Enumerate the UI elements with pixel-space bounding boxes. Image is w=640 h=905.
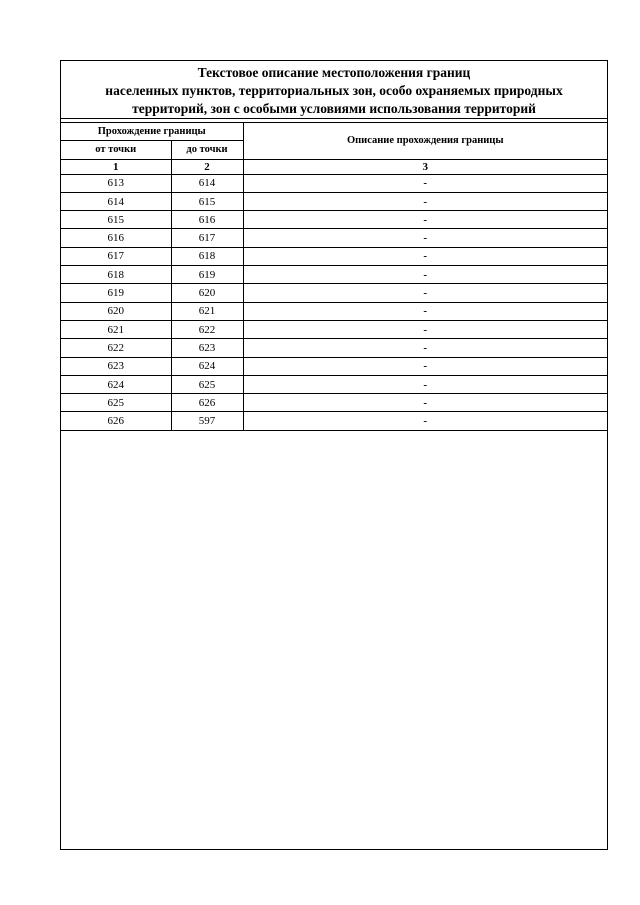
cell-from-point: 623 [61, 357, 171, 375]
table-row [61, 284, 607, 302]
table-row [61, 357, 607, 375]
table-row [61, 192, 607, 210]
cell-from-point: 626 [61, 412, 171, 430]
cell-description: - [243, 192, 607, 210]
cell-to-point: 626 [171, 394, 243, 412]
cell-to-point: 618 [171, 247, 243, 265]
cell-to-point: 620 [171, 284, 243, 302]
header-boundary-passage: Прохождение границы [61, 123, 243, 141]
header-description: Описание прохождения границы [243, 123, 607, 160]
cell-from-point: 619 [61, 284, 171, 302]
table-body [61, 174, 607, 430]
table-row [61, 375, 607, 393]
title-line-2: населенных пунктов, территориальных зон, особо охраняемых природных [105, 83, 563, 98]
column-number-3: 3 [243, 159, 607, 174]
table-row [61, 229, 607, 247]
cell-from-point: 615 [61, 211, 171, 229]
cell-description: - [243, 211, 607, 229]
cell-to-point: 619 [171, 266, 243, 284]
title-line-3: территорий, зон с особыми условиями использования территорий [132, 101, 536, 116]
column-number-1: 1 [61, 159, 171, 174]
title-line-1: Текстовое описание местоположения границ [197, 65, 471, 80]
cell-to-point: 625 [171, 375, 243, 393]
cell-from-point: 620 [61, 302, 171, 320]
cell-description: - [243, 284, 607, 302]
cell-to-point: 614 [171, 174, 243, 192]
table-row [61, 394, 607, 412]
cell-from-point: 621 [61, 320, 171, 338]
cell-from-point: 614 [61, 192, 171, 210]
cell-to-point: 617 [171, 229, 243, 247]
table-row [61, 320, 607, 338]
document-title [61, 61, 607, 119]
cell-to-point: 623 [171, 339, 243, 357]
cell-to-point: 624 [171, 357, 243, 375]
header-to-point: до точки [171, 141, 243, 159]
cell-description: - [243, 394, 607, 412]
cell-description: - [243, 247, 607, 265]
cell-from-point: 616 [61, 229, 171, 247]
cell-description: - [243, 357, 607, 375]
table-row [61, 174, 607, 192]
cell-to-point: 622 [171, 320, 243, 338]
table-row [61, 339, 607, 357]
cell-description: - [243, 339, 607, 357]
cell-description: - [243, 302, 607, 320]
page-frame [60, 60, 608, 850]
cell-to-point: 616 [171, 211, 243, 229]
cell-from-point: 617 [61, 247, 171, 265]
header-from-point: от точки [61, 141, 171, 159]
cell-to-point: 615 [171, 192, 243, 210]
cell-to-point: 621 [171, 302, 243, 320]
cell-from-point: 622 [61, 339, 171, 357]
cell-description: - [243, 229, 607, 247]
table-row [61, 266, 607, 284]
table-row [61, 247, 607, 265]
cell-description: - [243, 174, 607, 192]
boundary-table [61, 122, 607, 431]
cell-to-point: 597 [171, 412, 243, 430]
cell-description: - [243, 375, 607, 393]
table-row [61, 302, 607, 320]
column-number-2: 2 [171, 159, 243, 174]
cell-from-point: 624 [61, 375, 171, 393]
table-row [61, 412, 607, 430]
cell-description: - [243, 266, 607, 284]
cell-description: - [243, 320, 607, 338]
table-row [61, 211, 607, 229]
cell-from-point: 625 [61, 394, 171, 412]
cell-from-point: 618 [61, 266, 171, 284]
cell-description: - [243, 412, 607, 430]
cell-from-point: 613 [61, 174, 171, 192]
